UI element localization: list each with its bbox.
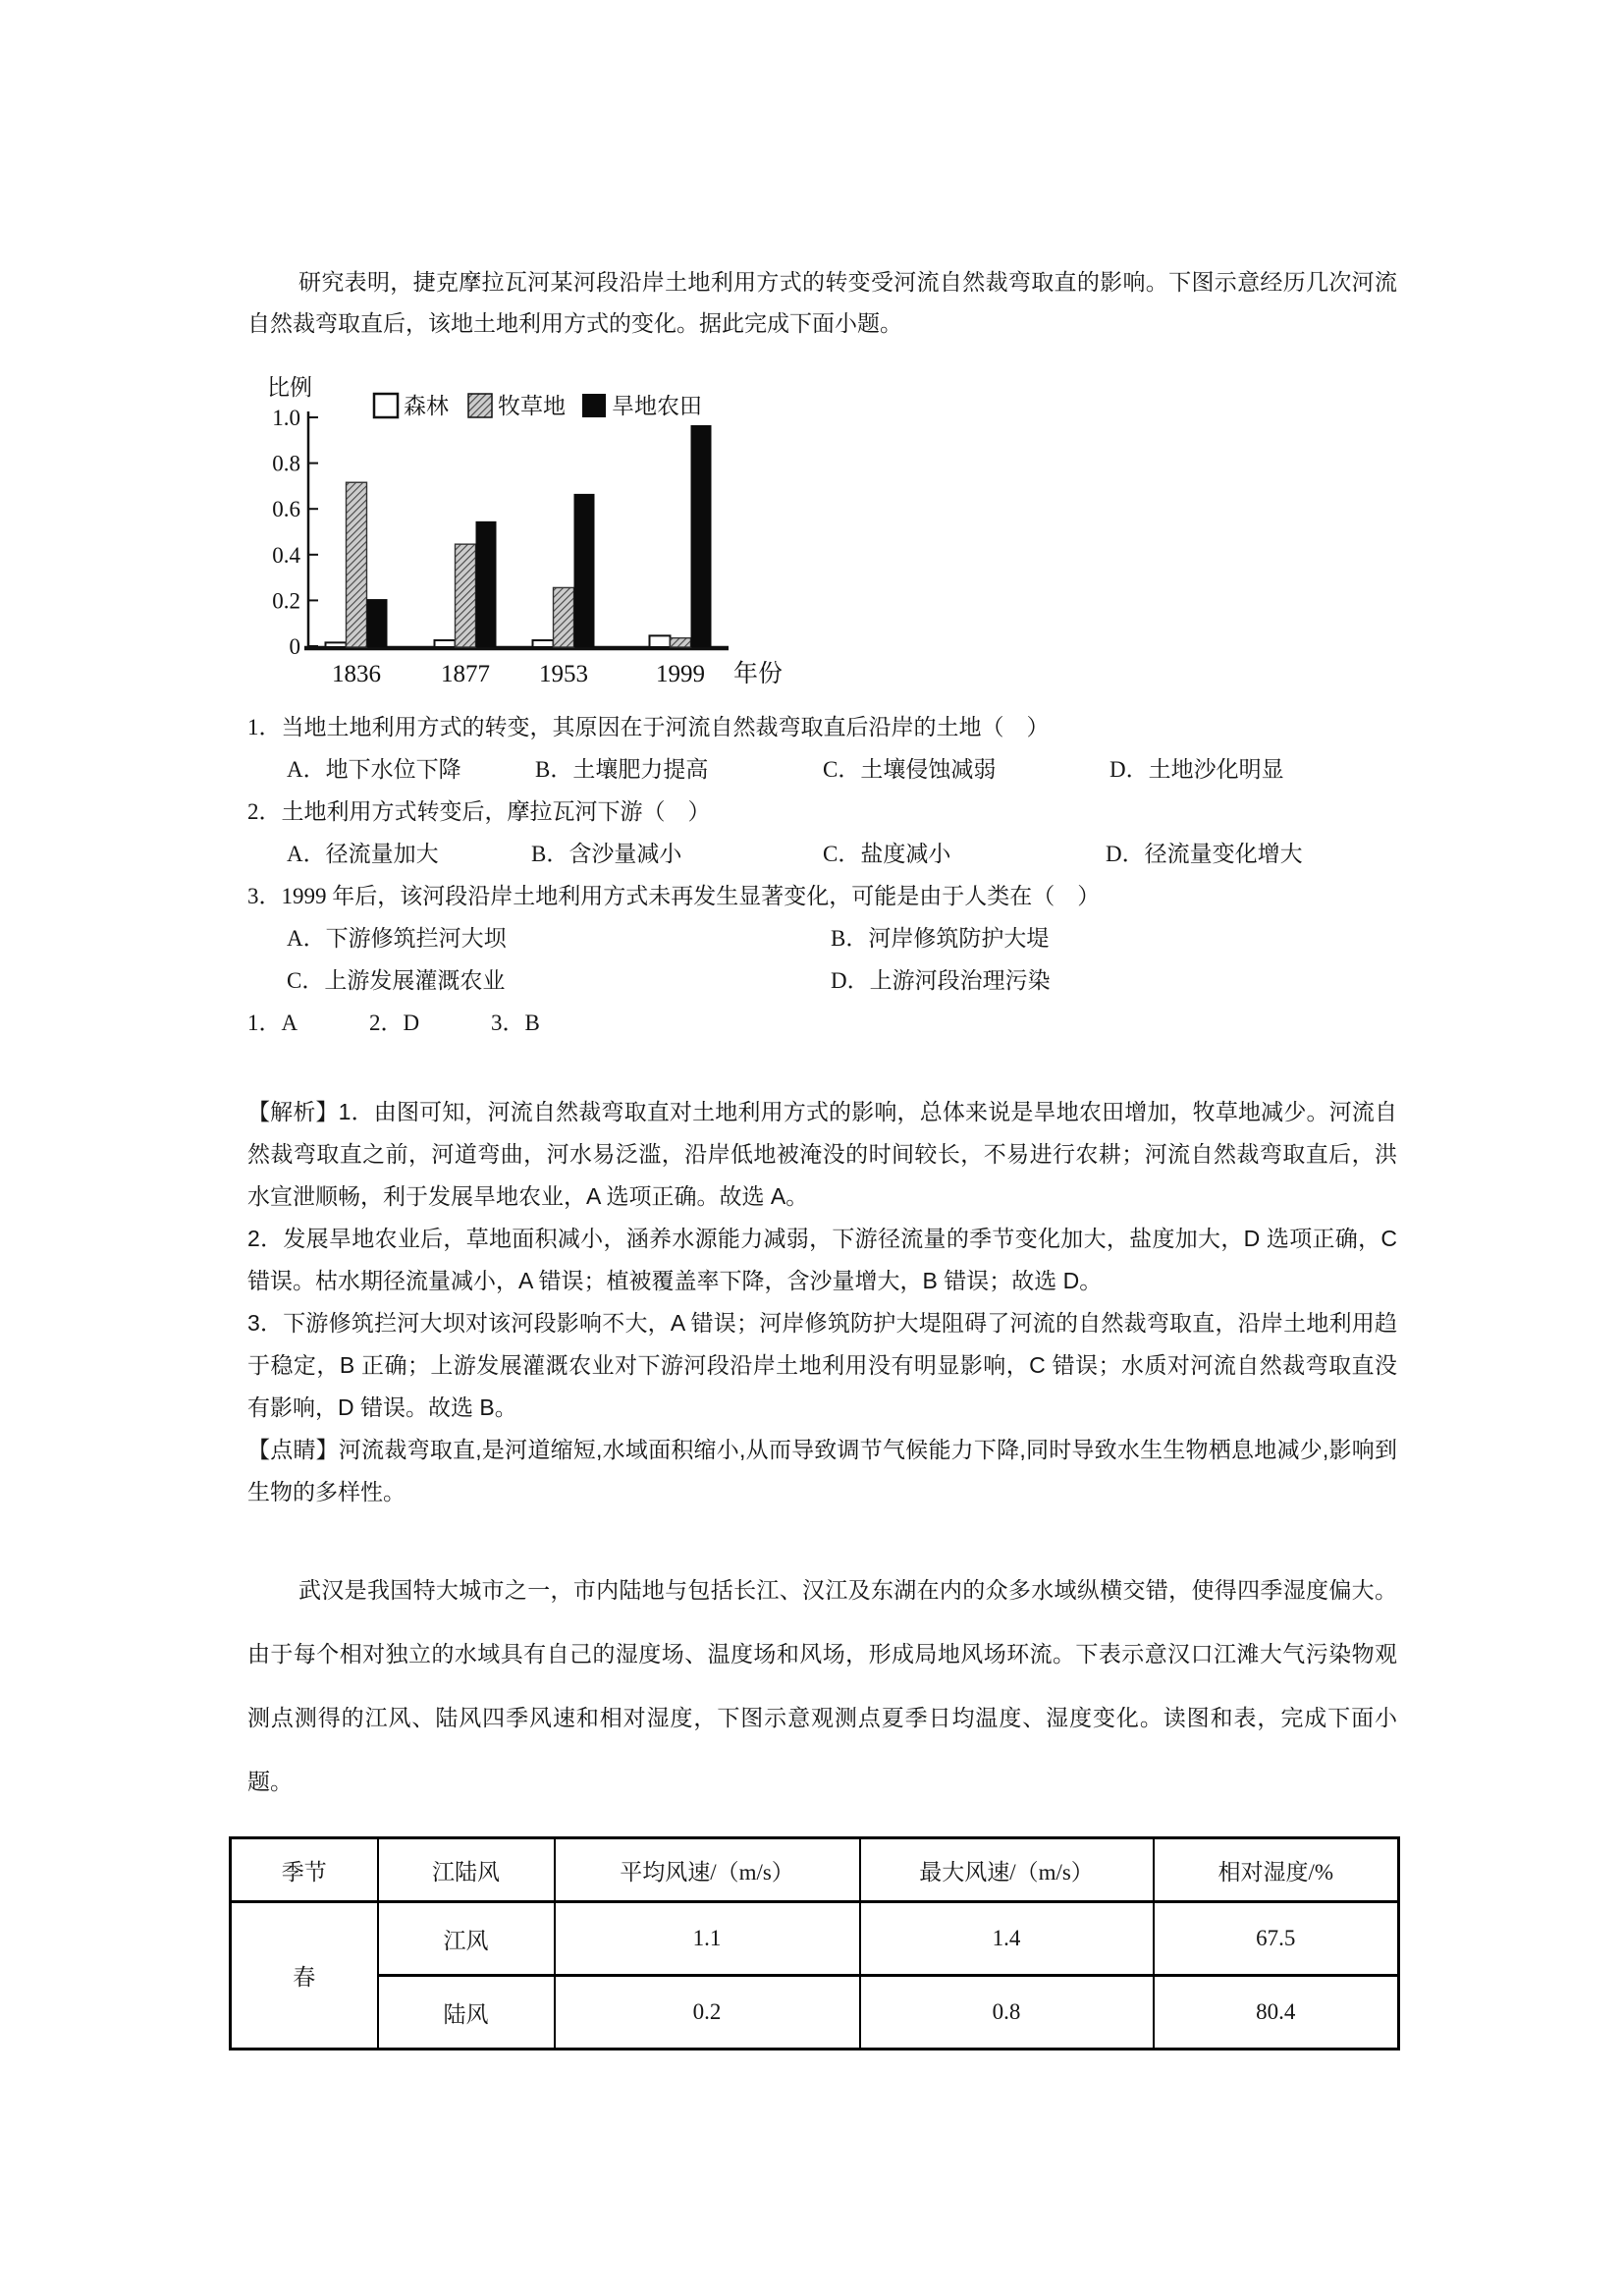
table-row — [231, 1902, 1399, 1976]
table-row — [231, 1976, 1399, 2050]
chart-container — [255, 367, 1397, 706]
option-item: C．土壤侵蚀减弱 — [823, 757, 997, 782]
analysis-paragraph: 【解析】1．由图可知，河流自然裁弯取直对土地利用方式的影响，总体来说是旱地农田增加，牧草地减少。河流自然裁弯取直之前，河道弯曲，河水易泛滥，沿岸低地被淹没的时间较长，不易进行农耕；河流自然裁弯取直后，洪水宣泄顺畅，利于发展旱地农业，A 选项正确。故选 A。 — [247, 1099, 1397, 1209]
question-stem: 3．1999 年后，该河段沿岸土地利用方式未再发生显著变化，可能是由于人类在（ ） — [247, 884, 1101, 908]
option-item: C．上游发展灌溉农业 — [287, 968, 506, 993]
question-options — [247, 959, 1397, 1002]
analysis-paragraph: 2．发展旱地农业后，草地面积减小，涵养水源能力减弱，下游径流量的季节变化加大，盐度加大，D 选项正确，C 错误。枯水期径流量减小，A 错误；植被覆盖率下降，含沙量增大，B 错误；故选 D。 — [247, 1226, 1397, 1293]
option-item: A．径流量加大 — [287, 842, 439, 866]
legend-swatch-icon — [582, 394, 606, 417]
bar-hatch — [456, 544, 476, 647]
bar-black — [574, 494, 595, 647]
answer-item: 2．D — [369, 1011, 420, 1035]
question-options — [247, 748, 1397, 791]
questions-block — [247, 706, 1397, 1044]
option-item: B．土壤肥力提高 — [535, 757, 709, 782]
option-item: A．地下水位下降 — [287, 757, 461, 782]
legend-swatch-icon — [468, 394, 492, 417]
option-item: C．盐度减小 — [823, 842, 951, 866]
y-tick-label: 0 — [289, 634, 300, 659]
intro-paragraph-1: 研究表明，捷克摩拉瓦河某河段沿岸土地利用方式的转变受河流自然裁弯取直的影响。下图示意经历几次河流自然裁弯取直后，该地土地利用方式的变化。据此完成下面小题。 — [247, 270, 1397, 336]
header-cell: 相对湿度/% — [1154, 1838, 1399, 1902]
header-cell: 平均风速/（m/s） — [555, 1838, 860, 1902]
y-tick-label: 1.0 — [272, 406, 300, 430]
data-cell: 0.8 — [860, 1976, 1154, 2050]
bar-black — [691, 425, 712, 647]
x-tick-label: 1836 — [332, 661, 381, 687]
data-cell: 1.1 — [555, 1902, 860, 1976]
option-item: A．下游修筑拦河大坝 — [287, 926, 507, 951]
bar-hatch — [671, 638, 691, 647]
header-cell: 最大风速/（m/s） — [860, 1838, 1154, 1902]
x-axis-title: 年份 — [733, 661, 784, 687]
question-stem: 2．土地利用方式转变后，摩拉瓦河下游（ ） — [247, 799, 711, 824]
option-item: D．土地沙化明显 — [1109, 757, 1284, 782]
x-tick-label: 1877 — [441, 661, 490, 687]
data-cell: 陆风 — [378, 1976, 555, 2050]
header-cell: 江陆风 — [378, 1838, 555, 1902]
y-tick-label: 0.4 — [272, 542, 300, 568]
y-tick-label: 0.6 — [272, 497, 300, 522]
wind-data-table — [229, 1836, 1400, 2050]
bar-white — [326, 642, 347, 647]
bar-hatch — [554, 587, 574, 647]
legend-swatch-icon — [374, 394, 398, 417]
x-tick-label: 1953 — [539, 661, 588, 687]
option-item: B．河岸修筑防护大堤 — [831, 926, 1050, 951]
bar-white — [533, 640, 554, 647]
answer-item: 3．B — [491, 1011, 540, 1035]
question-options — [247, 917, 1397, 959]
y-axis-title: 比例 — [267, 375, 312, 400]
option-item: B．含沙量减小 — [531, 842, 682, 866]
key-point-paragraph: 【点睛】河流裁弯取直,是河道缩短,水域面积缩小,从而导致调节气候能力下降,同时导致水生生物栖息地减少,影响到生物的多样性。 — [247, 1437, 1397, 1504]
x-tick-label: 1999 — [656, 661, 705, 687]
answers-line — [247, 1002, 1397, 1044]
bar-black — [476, 521, 497, 647]
legend-label: 旱地农田 — [612, 394, 702, 418]
data-cell: 67.5 — [1154, 1902, 1399, 1976]
season-cell: 春 — [231, 1902, 378, 2050]
bar-white — [435, 640, 456, 647]
intro-paragraph-2: 武汉是我国特大城市之一，市内陆地与包括长江、汉江及东湖在内的众多水域纵横交错，使得四季湿度偏大。由于每个相对独立的水域具有自己的湿度场、温度场和风场，形成局地风场环流。下表示意汉口江滩大气污染物观测点测得的江风、陆风四季风速和相对湿度，下图示意观测点夏季日均温度、湿度变化。读图和表，完成下面小题。 — [247, 1578, 1397, 1794]
data-cell: 0.2 — [555, 1976, 860, 2050]
header-cell: 季节 — [231, 1838, 378, 1902]
analysis-block — [247, 1091, 1397, 1513]
data-cell: 江风 — [378, 1902, 555, 1976]
analysis-paragraph: 3．下游修筑拦河大坝对该河段影响不大，A 错误；河岸修筑防护大堤阻碍了河流的自然裁弯取直，沿岸土地利用趋于稳定，B 正确；上游发展灌溉农业对下游河段沿岸土地利用没有明显影响，C 错误；水质对河流自然裁弯取直没有影响，D 错误。故选 B。 — [247, 1310, 1397, 1420]
y-tick-label: 0.8 — [272, 451, 300, 476]
data-cell: 1.4 — [860, 1902, 1154, 1976]
y-tick-label: 0.2 — [272, 588, 300, 614]
answer-item: 1．A — [247, 1011, 298, 1035]
bar-black — [367, 599, 388, 647]
data-cell: 80.4 — [1154, 1976, 1399, 2050]
legend-label: 牧草地 — [498, 394, 566, 418]
bar-hatch — [347, 482, 367, 647]
option-item: D．上游河段治理污染 — [831, 968, 1051, 993]
table-header-row — [231, 1838, 1399, 1902]
option-item: D．径流量变化增大 — [1106, 842, 1303, 866]
question-stem: 1．当地土地利用方式的转变，其原因在于河流自然裁弯取直后沿岸的土地（ ） — [247, 715, 1050, 739]
land-use-chart — [255, 367, 805, 701]
legend-label: 森林 — [404, 394, 449, 418]
bar-white — [650, 635, 671, 647]
question-options — [247, 833, 1397, 875]
